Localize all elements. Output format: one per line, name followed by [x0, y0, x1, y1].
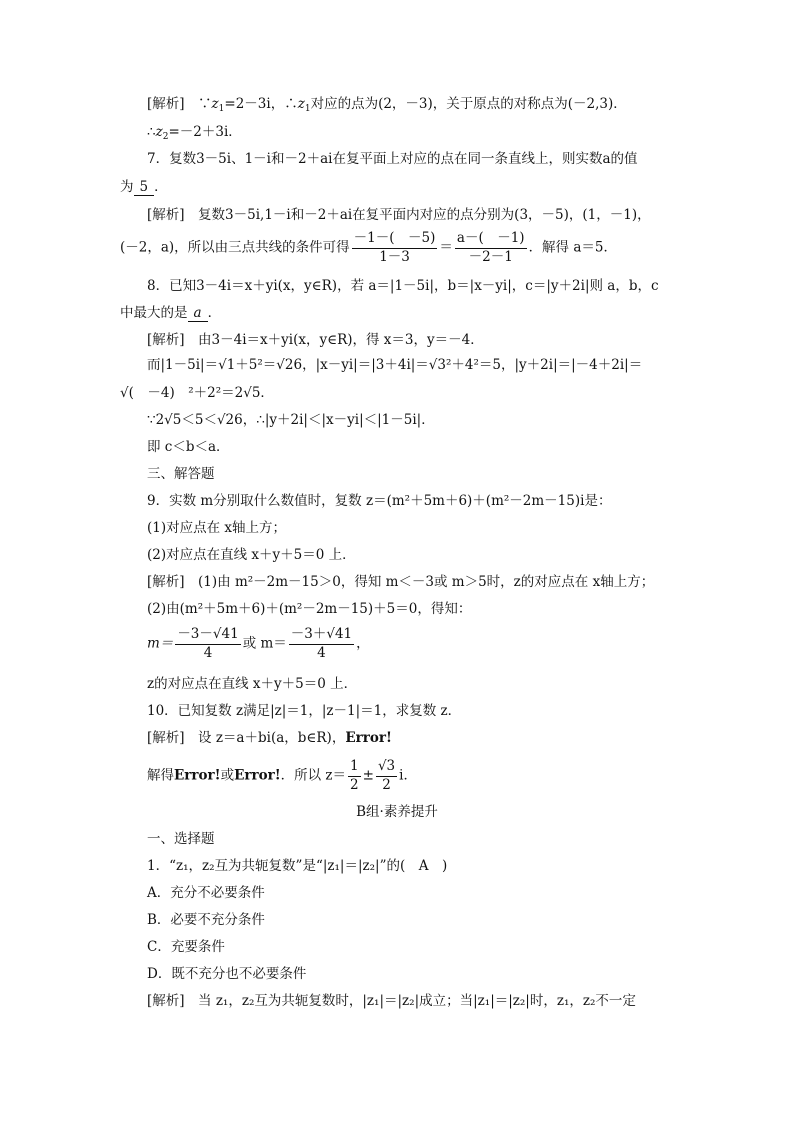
answer-blank: a — [188, 307, 208, 322]
analysis-line-6: [解析] $\because z_1=2-3i$，$\therefore z_1$对应的点为(2，－3)，关于原点的对称点为(－2,3)． — [147, 96, 627, 114]
section-b-title: B组·素养提升 — [356, 804, 438, 820]
fraction: $\frac{-1-( -5)}{1-3}$ — [353, 230, 436, 265]
analysis-9-conclusion: z的对应点在直线 x＋y＋5＝0 上． — [147, 676, 358, 692]
fraction: $\frac{-3+√41}{4}$ — [290, 626, 353, 661]
question-7-answer: 为 5 ． — [120, 179, 168, 195]
analysis-8: [解析] 由3－4i＝x＋yi(x，y∈R)，得 x＝3，y＝－4． — [147, 332, 484, 348]
analysis-8-conclusion: 即 c＜b＜a． — [147, 439, 230, 455]
analysis-10: [解析] 设 z＝a＋bi(a，b∈R)，Error! — [147, 730, 392, 746]
analysis-9-line-2: (2)由(m²＋5m＋6)＋(m²－2m－15)＋5＝0，得知： — [147, 601, 472, 617]
question-9: 9．实数 m分别取什么数值时，复数 z＝(m²＋5m＋6)＋(m²－2m－15)i是： — [147, 493, 612, 509]
question-7: 7．复数3－5i、1－i和－2＋ai在复平面上对应的点在同一条直线上，则实数a的值 — [147, 151, 638, 167]
analysis-line-6-result: $\therefore z_2=-2+3i$． — [147, 124, 242, 142]
analysis-9: [解析] (1)由 m²－2m－15＞0，得知 m＜－3或 m＞5时，z的对应点在 x轴上方； — [147, 574, 655, 590]
question-9-part-1: (1)对应点在 x轴上方； — [147, 520, 287, 536]
option-c: C．充要条件 — [147, 939, 225, 955]
fraction: $\frac{√3}{2}$ — [377, 758, 396, 793]
analysis-9-formula: m＝ $\frac{-3-√41}{4}$ 或 m＝ $\frac{-3+√41}{4}$ ， — [147, 626, 370, 661]
analysis-8-line-2: 而|1－5i|＝√1＋5²＝√26，|x－yi|＝|3＋4i|＝√3²＋4²＝5，|y＋2i|＝|－4＋2i|＝ — [147, 357, 643, 373]
option-a: A．充分不必要条件 — [147, 885, 265, 901]
question-10: 10．已知复数 z满足|z|＝1，|z－1|＝1，求复数 z． — [147, 703, 462, 719]
question-8: 8．已知3－4i＝x＋yi(x，y∈R)，若 a＝|1－5i|，b＝|x－yi|，c＝|y＋2i|则 a，b，c — [147, 278, 659, 294]
analysis-10-result: 解得Error!或Error!．所以 z＝ $\frac{1}{2}$ ± $\frac{√3}{2}$ i． — [147, 758, 417, 793]
fraction: $\frac{-3-√41}{4}$ — [177, 626, 239, 661]
analysis-8-line-4: ∵2√5＜5＜√26，∴|y＋2i|＜|x－yi|＜|1－5i|． — [147, 412, 435, 428]
analysis-7: [解析] 复数3－5i,1－i和－2＋ai在复平面内对应的点分别为(3，－5)，(1，－1)， — [147, 207, 651, 223]
analysis-8-line-3: √( －4) ²＋2²＝2√5． — [120, 385, 274, 401]
analysis-7-formula: (－2，a)，所以由三点共线的条件可得 $\frac{-1-( -5)}{1-3}$ ＝ $\frac{a-( -1)}{-2-1}$ ．解得 a＝5． — [120, 230, 617, 265]
question-8-answer: 中最大的是 a ． — [120, 305, 222, 321]
option-b: B．必要不充分条件 — [147, 912, 265, 928]
fraction: $\frac{1}{2}$ — [350, 758, 359, 793]
section-heading: 一、选择题 — [147, 831, 215, 847]
fraction: $\frac{a-( -1)}{-2-1}$ — [456, 230, 525, 265]
section-heading: 三、解答题 — [147, 466, 215, 482]
question-b1: 1．“z₁，z₂互为共轭复数”是“|z₁|＝|z₂|”的( A ) — [147, 858, 448, 874]
question-9-part-2: (2)对应点在直线 x＋y＋5＝0 上． — [147, 547, 356, 563]
answer-blank: 5 — [134, 181, 155, 196]
option-d: D．既不充分也不必要条件 — [147, 966, 307, 982]
analysis-b1: [解析] 当 z₁，z₂互为共轭复数时，|z₁|＝|z₂|成立；当|z₁|＝|z₂|时，z₁，z₂不一定 — [147, 993, 636, 1009]
